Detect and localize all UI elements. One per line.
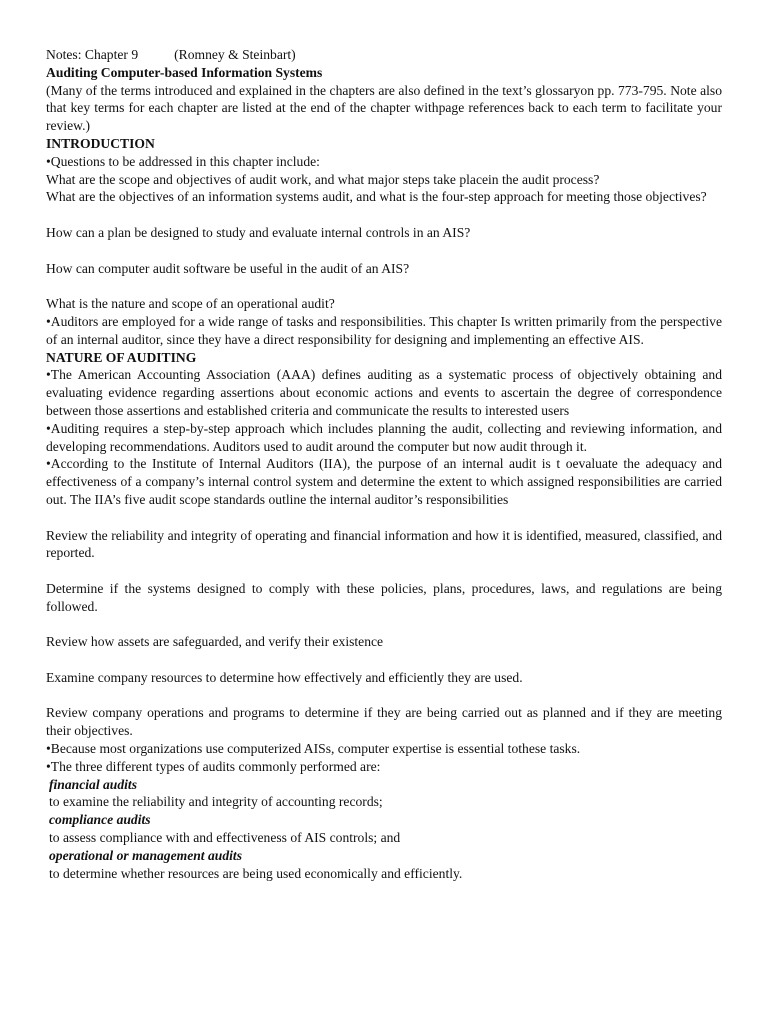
nature-bullet-computerized: •Because most organizations use computerized AISs, computer expertise is essential tothese tasks. — [46, 741, 581, 757]
question-4: How can computer audit software be useful in the audit of an AIS? — [46, 260, 410, 276]
nature-bullet-iia: •According to the Institute of Internal Auditors (IIA), the purpose of an internal audit is t oevaluate the adequacy and effectiveness of a company’s internal control system and determine the extent to which assigned responsibilities are carried out. The IIA’s five audit scope standards outline the internal auditor’s responsibilities — [46, 456, 722, 507]
introduction-heading: INTRODUCTION — [46, 135, 155, 151]
audit-type-compliance-desc: to assess compliance with and effectiveness of AIS controls; and — [49, 830, 401, 846]
question-5: What is the nature and scope of an operational audit? — [46, 296, 335, 312]
introduction-bullet-auditors: •Auditors are employed for a wide range of tasks and responsibilities. This chapter Is written primarily from the perspective of an internal auditor, since they have a direct responsibility for designing and implementing an effective AIS. — [46, 313, 722, 347]
document-title: Auditing Computer-based Information Systems — [46, 64, 323, 80]
scope-standard-3: Review how assets are safeguarded, and verify their existence — [46, 634, 384, 650]
notes-authors: (Romney & Steinbart) — [174, 47, 296, 62]
scope-standard-5: Review company operations and programs to determine if they are being carried out as planned and if they are meeting their objectives. — [46, 705, 722, 739]
audit-type-financial-title: financial audits — [49, 776, 138, 792]
nature-heading: NATURE OF AUDITING — [46, 349, 197, 365]
audit-type-compliance-title: compliance audits — [49, 812, 151, 828]
document-page — [46, 46, 722, 882]
question-3: How can a plan be designed to study and evaluate internal controls in an AIS? — [46, 224, 471, 240]
scope-standard-4: Examine company resources to determine how effectively and efficiently they are used. — [46, 669, 523, 685]
audit-type-financial-desc: to examine the reliability and integrity of accounting records; — [49, 794, 383, 810]
audit-type-operational-title: operational or management audits — [49, 847, 242, 863]
intro-note: (Many of the terms introduced and explained in the chapters are also defined in the text’s glossaryon pp. 773-795. Note also that key terms for each chapter are listed at the end of the chapter withpage references back to each term to facilitate your review.) — [46, 82, 722, 134]
scope-standard-2: Determine if the systems designed to comply with these policies, plans, procedures, laws, and regulations are being followed. — [46, 580, 722, 614]
notes-chapter: Notes: Chapter 9 — [46, 47, 139, 62]
nature-bullet-aaa: •The American Accounting Association (AAA) defines auditing as a systematic process of objectively obtaining and evaluating evidence regarding assertions about economic actions and events to ascertain the degree of correspondence between those assertions and established criteria and communicate the results to interested users — [46, 367, 722, 418]
audit-type-operational-desc: to determine whether resources are being used economically and efficiently. — [49, 865, 463, 881]
nature-bullet-audit-types: •The three different types of audits commonly performed are: — [46, 758, 381, 774]
nature-bullet-steps: •Auditing requires a step-by-step approach which includes planning the audit, collecting and reviewing information, and developing recommendations. Auditors used to audit around the computer but now audit through it. — [46, 420, 722, 454]
introduction-bullet-questions: •Questions to be addressed in this chapter include: — [46, 153, 320, 169]
notes-header-line — [46, 46, 722, 64]
question-1: What are the scope and objectives of audit work, and what major steps take placein the audit process? — [46, 171, 600, 187]
question-2: What are the objectives of an information systems audit, and what is the four-step approach for meeting those objectives? — [46, 189, 707, 205]
scope-standard-1: Review the reliability and integrity of operating and financial information and how it is identified, measured, classified, and reported. — [46, 527, 722, 561]
